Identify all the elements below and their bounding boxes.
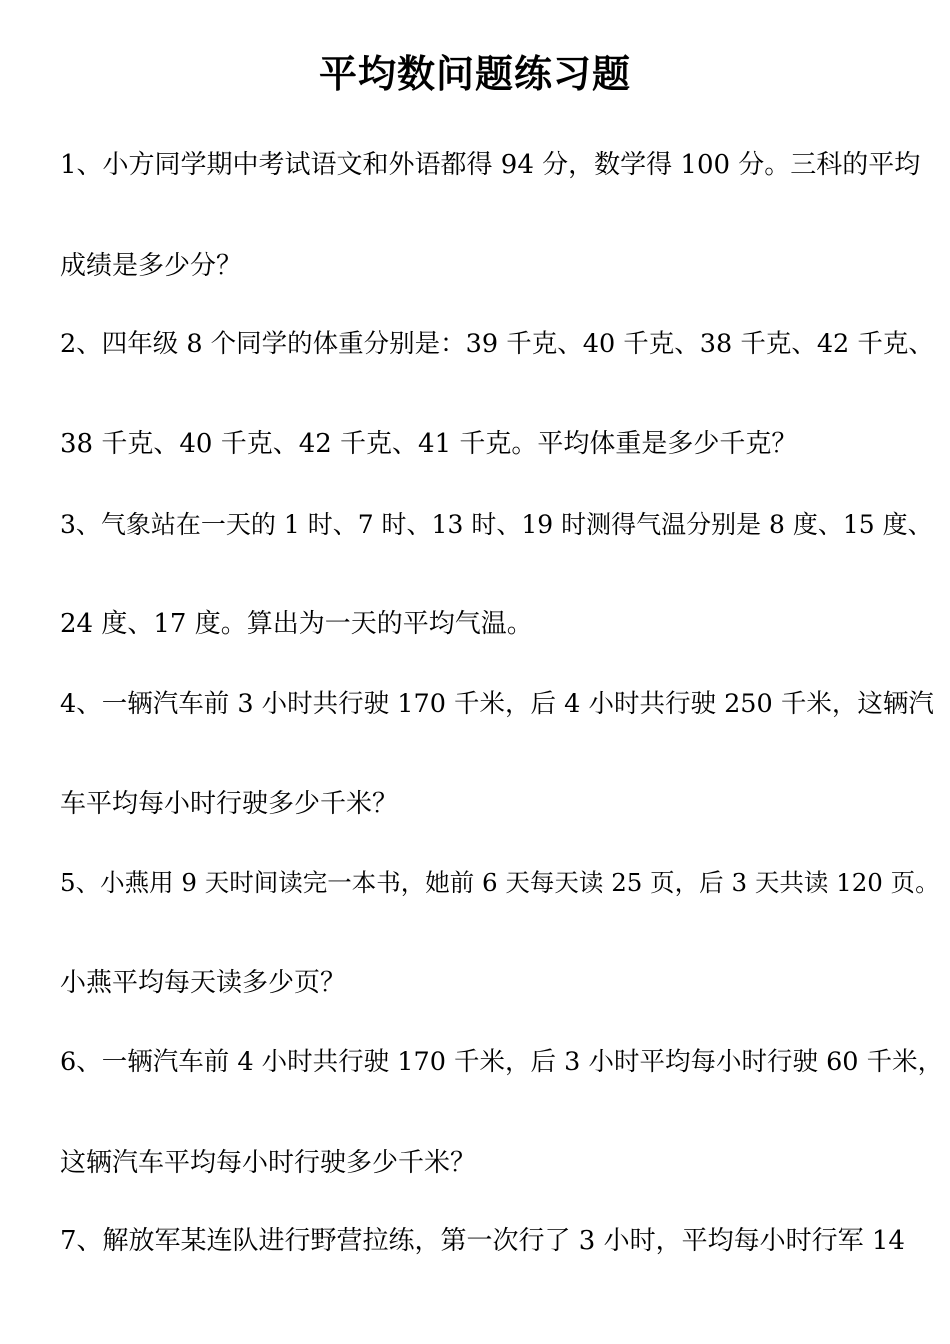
question-7-line-1: 7、解放军某连队进行野营拉练，第一次行了 3 小时，平均每小时行军 14 (60, 1226, 905, 1256)
question-3-line-1: 3、气象站在一天的 1 时、7 时、13 时、19 时测得气温分别是 8 度、15 度、 (60, 510, 933, 539)
question-3-line-2: 24 度、17 度。算出为一天的平均气温。 (60, 609, 533, 639)
question-6-line-2: 这辆汽车平均每小时行驶多少千米？ (60, 1148, 477, 1178)
question-4-line-2: 车平均每小时行驶多少千米？ (60, 789, 399, 819)
question-6-line-1: 6、一辆汽车前 4 小时共行驶 170 千米，后 3 小时平均每小时行驶 60 千米， (60, 1047, 944, 1077)
question-4-line-1: 4、一辆汽车前 3 小时共行驶 170 千米，后 4 小时共行驶 250 千米，这辆汽 (60, 689, 934, 719)
question-1-line-2: 成绩是多少分？ (60, 251, 243, 281)
question-5-line-1: 5、小燕用 9 天时间读完一本书，她前 6 天每天读 25 页，后 3 天共读 120 页。 (60, 868, 940, 897)
question-5-line-2: 小燕平均每天读多少页？ (60, 968, 347, 998)
question-2-line-1: 2、四年级 8 个同学的体重分别是：39 千克、40 千克、38 千克、42 千克、 (60, 329, 934, 359)
page-title: 平均数问题练习题 (318, 51, 631, 96)
question-2-line-2: 38 千克、40 千克、42 千克、41 千克。平均体重是多少千克？ (60, 429, 798, 459)
question-1-line-1: 1、小方同学期中考试语文和外语都得 94 分，数学得 100 分。三科的平均 (60, 150, 921, 180)
